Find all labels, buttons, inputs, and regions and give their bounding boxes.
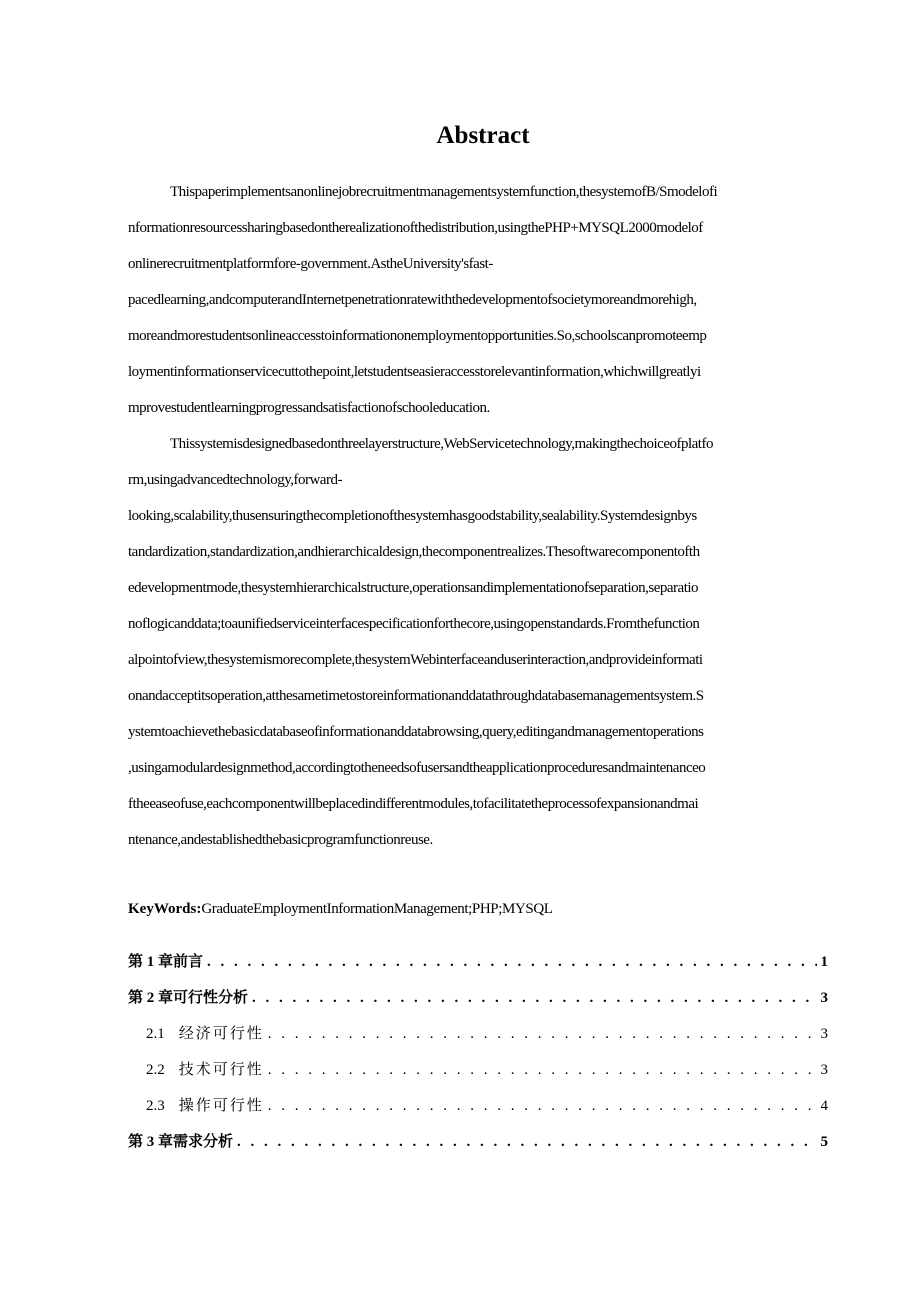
abstract-line: tandardization,standardization,andhierarchicaldesign,thecomponentrealizes.Thesoftwarecomponentofth [128, 544, 700, 560]
toc-title: 经济可行性 [178, 1026, 264, 1042]
toc-page-number: 3 [820, 1062, 828, 1078]
toc-number: 2.2 [146, 1062, 165, 1078]
abstract-line: edevelopmentmode,thesystemhierarchicalstructure,operationsandimplementationofseparation,separatio [128, 580, 699, 596]
keywords-label: KeyWords: [128, 901, 202, 917]
toc-page-number: 1 [820, 954, 828, 970]
abstract-line: onlinerecruitmentplatformfore-government.AstheUniversity'sfast- [128, 256, 493, 272]
abstract-line: moreandmorestudentsonlineaccesstoinformationonemploymentopportunities.So,schoolscanpromoteemp [128, 328, 707, 344]
toc-title: 操作可行性 [178, 1098, 264, 1114]
abstract-line: noflogicanddata;toaunifiedserviceinterfacespecificationforthecore,usingopenstandards.Fromthefunction [128, 616, 700, 632]
toc-number: 2.3 [146, 1098, 165, 1114]
abstract-line: ntenance,andestablishedthebasicprogramfunctionreuse. [128, 832, 433, 848]
toc-leader-dots [252, 990, 816, 1007]
toc-entry[interactable] [128, 950, 828, 971]
toc-title: 技术可行性 [178, 1062, 264, 1078]
abstract-line: onandacceptitsoperation,atthesametimetostoreinformationanddatathroughdatabasemanagementsystem.S [128, 688, 704, 704]
toc-leader-dots [268, 1062, 817, 1079]
toc-entry[interactable] [146, 1058, 828, 1079]
toc-entry[interactable] [128, 986, 828, 1007]
toc-entry[interactable] [128, 1130, 828, 1151]
abstract-title: Abstract [436, 122, 530, 149]
toc-title: 可行性分析 [173, 990, 249, 1006]
toc-page-number: 3 [820, 990, 828, 1006]
abstract-line: looking,scalability,thusensuringthecompletionofthesystemhasgoodstability,sealability.Systemdesignbys [128, 508, 697, 524]
toc-leader-dots [207, 954, 816, 971]
toc-leader-dots [268, 1026, 817, 1043]
abstract-paragraph-1 [128, 174, 840, 426]
abstract-paragraph-2 [128, 426, 840, 858]
toc-entry[interactable] [146, 1022, 828, 1043]
abstract-line: ftheeaseofuse,eachcomponentwillbeplacedindifferentmodules,tofacilitatetheprocessofexpansionandmai [128, 796, 699, 812]
abstract-line: rm,usingadvancedtechnology,forward- [128, 472, 342, 488]
toc-leader-dots [237, 1134, 816, 1151]
abstract-line: ,usingamodulardesignmethod,accordingtotheneedsofusersandtheapplicationproceduresandmaintenanceo [128, 760, 706, 776]
toc-number: 第 1 章 [128, 954, 174, 970]
keywords-line [128, 901, 553, 918]
toc-entry[interactable] [146, 1094, 828, 1115]
toc-leader-dots [268, 1098, 817, 1115]
toc-page-number: 4 [820, 1098, 828, 1114]
abstract-line: loymentinformationservicecuttothepoint,letstudentseasieraccesstorelevantinformation,whichwillgreatlyi [128, 364, 701, 380]
abstract-line: nformationresourcessharingbasedontherealizationofthedistribution,usingthePHP+MYSQL2000modelof [128, 220, 703, 236]
abstract-line: Thispaperimplementsanonlinejobrecruitmentmanagementsystemfunction,thesystemofB/Smodelofi [170, 184, 718, 200]
toc-page-number: 3 [820, 1026, 828, 1042]
toc-number: 第 2 章 [128, 990, 174, 1006]
abstract-line: pacedlearning,andcomputerandInternetpenetrationratewiththedevelopmentofsocietymoreandmorehigh, [128, 292, 697, 308]
abstract-line: Thissystemisdesignedbasedonthreelayerstructure,WebServicetechnology,makingthechoiceofplatfo [170, 436, 713, 452]
toc-number: 2.1 [146, 1026, 165, 1042]
toc-title: 需求分析 [173, 1134, 234, 1150]
abstract-line: mprovestudentlearningprogressandsatisfactionofschooleducation. [128, 400, 490, 416]
keywords-value: GraduateEmploymentInformationManagement;PHP;MYSQL [201, 901, 553, 917]
toc-number: 第 3 章 [128, 1134, 174, 1150]
abstract-line: alpointofview,thesystemismorecomplete,thesystemWebinterfaceanduserinteraction,andprovideinformati [128, 652, 703, 668]
abstract-line: ystemtoachievethebasicdatabaseofinformationanddatabrowsing,query,editingandmanagementoperations [128, 724, 704, 740]
toc-title: 前言 [173, 954, 204, 970]
toc-page-number: 5 [820, 1134, 828, 1150]
